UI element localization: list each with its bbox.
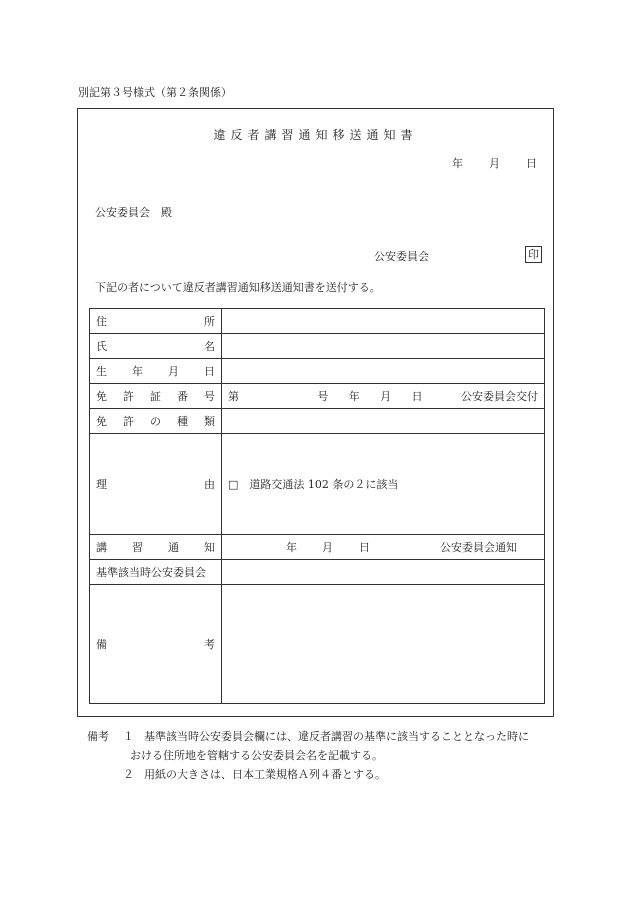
license-type-label: 免 許 の 種 類 <box>90 409 222 434</box>
remarks-value[interactable] <box>222 585 545 704</box>
table-row <box>90 560 545 585</box>
note-1-continued: おける住所地を管轄する公安委員会名を記載する。 <box>130 749 383 762</box>
table-row <box>90 309 545 334</box>
notes-heading: 備考 <box>87 730 109 743</box>
table-row <box>90 434 545 535</box>
reason-label: 理 由 <box>90 434 222 535</box>
commission-value[interactable] <box>222 560 545 585</box>
name-value[interactable] <box>222 334 545 359</box>
table-row <box>90 585 545 704</box>
table-row <box>90 384 545 409</box>
course-notice-value[interactable]: 年 月 日 公安委員会通知 <box>222 535 545 560</box>
license-type-value[interactable] <box>222 409 545 434</box>
sender-commission: 公安委員会 <box>374 250 429 263</box>
form-number-label: 別記第３号様式（第２条関係） <box>78 86 232 99</box>
addressee: 公安委員会 殿 <box>95 206 172 219</box>
note-1: 備考 １ 基準該当時公安委員会欄には、違反者講習の基準に該当することとなった時に <box>87 730 529 743</box>
license-number-label: 免 許 証 番 号 <box>90 384 222 409</box>
table-row <box>90 535 545 560</box>
document-title: 違反者講習通知移送通知書 <box>213 128 418 142</box>
day-label: 日 <box>526 157 537 170</box>
birthdate-label: 生 年 月 日 <box>90 359 222 384</box>
reason-checkbox-text: □ 道路交通法 102 条の２に該当 <box>228 478 399 491</box>
month-label: 月 <box>489 157 500 170</box>
year-label: 年 <box>452 157 463 170</box>
table-row <box>90 409 545 434</box>
issue-date <box>452 155 537 171</box>
reason-value[interactable] <box>222 434 545 535</box>
name-label: 氏 名 <box>90 334 222 359</box>
table-row <box>90 359 545 384</box>
footnotes <box>87 727 529 784</box>
details-table <box>89 308 545 704</box>
remarks-label: 備 考 <box>90 585 222 704</box>
birthdate-value[interactable] <box>222 359 545 384</box>
intro-text: 下記の者について違反者講習通知移送通知書を送付する。 <box>95 281 381 294</box>
license-number-value[interactable]: 第 号 年 月 日 公安委員会交付 <box>222 384 545 409</box>
note-2: ２ 用紙の大きさは、日本工業規格Ａ列４番とする。 <box>123 768 386 781</box>
seal-mark: 印 <box>525 246 542 263</box>
address-value[interactable] <box>222 309 545 334</box>
notice-form <box>77 108 554 717</box>
address-label: 住 所 <box>90 309 222 334</box>
commission-label: 基準該当時公安委員会 <box>90 560 222 585</box>
table-row <box>90 334 545 359</box>
course-notice-label: 講 習 通 知 <box>90 535 222 560</box>
